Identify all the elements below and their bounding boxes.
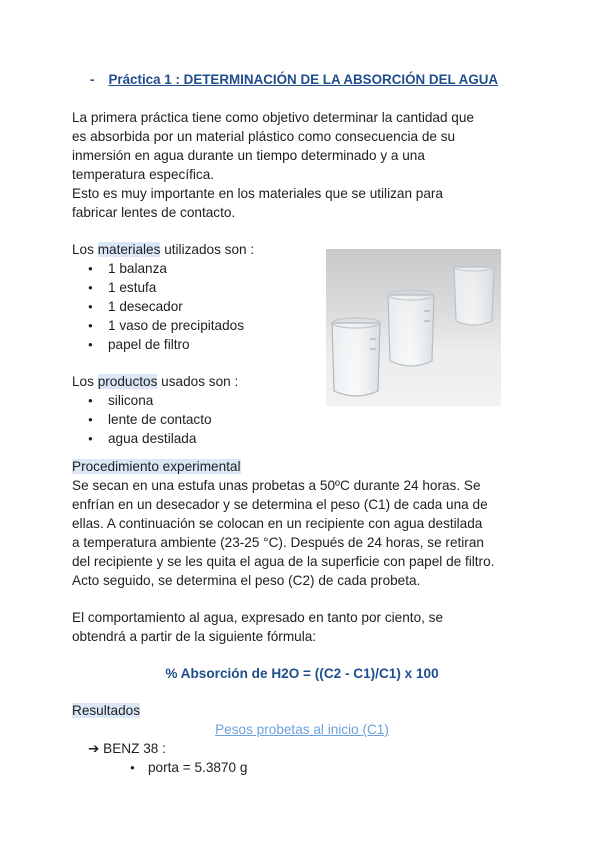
list-item: ● 1 vaso de precipitados — [72, 316, 532, 335]
materials-list — [72, 259, 532, 354]
procedure-line: Acto seguido, se determina el peso (C2) de cada probeta. — [72, 573, 421, 588]
title-text: Práctica 1 : DETERMINACIÓN DE LA ABSORCIÓN DEL AGUA — [108, 72, 499, 87]
intro-line: inmersión en agua durante un tiempo determinado y a una — [72, 148, 425, 163]
intro-line: es absorbida por un material plástico como consecuencia de su — [72, 129, 456, 144]
materials-post: utilizados son : — [160, 242, 255, 257]
products-list — [72, 391, 532, 448]
materials-word: materiales — [97, 242, 161, 257]
intro-line: temperatura específica. — [72, 167, 215, 182]
arrow-item: ➔ BENZ 38 : — [88, 741, 166, 756]
sub-bullet-text: porta = 5.3870 g — [148, 760, 248, 775]
list-item: ● 1 desecador — [72, 297, 532, 316]
list-item: ● silicona — [72, 391, 532, 410]
procedure-line: Se secan en una estufa unas probetas a 50ºC durante 24 horas. Se — [72, 478, 481, 493]
products-word: productos — [97, 374, 158, 389]
procedure-line: enfrían en un desecador y se determina el peso (C1) de cada una de — [72, 497, 488, 512]
formula: % Absorción de H2O = ((C2 - C1)/C1) x 100 — [165, 666, 439, 681]
results-title — [72, 701, 532, 720]
procedure-line: del recipiente y se les quita el agua de la superficie con papel de filtro. — [72, 554, 495, 569]
intro-line: Esto es muy importante en los materiales que se utilizan para — [72, 186, 443, 201]
materials-heading — [72, 240, 532, 259]
intro-line: fabricar lentes de contacto. — [72, 205, 236, 220]
procedure-title-text: Procedimiento experimental — [72, 459, 241, 474]
sub-bullet-item — [72, 758, 532, 777]
behaviour-line: obtendrá a partir de la siguiente fórmula: — [72, 629, 317, 644]
procedure-line: ellas. A continuación se colocan en un recipiente con agua destilada — [72, 516, 483, 531]
document-body — [72, 108, 532, 777]
procedure-line: a temperatura ambiente (23-25 °C). Después de 24 horas, se retiran — [72, 535, 484, 550]
materials-pre: Los — [72, 242, 98, 257]
behaviour-line: El comportamiento al agua, expresado en tanto por ciento, se — [72, 610, 444, 625]
list-item: ● 1 estufa — [72, 278, 532, 297]
title-dash: - — [90, 72, 95, 87]
list-item: ● lente de contacto — [72, 410, 532, 429]
products-heading — [72, 372, 532, 391]
products-pre: Los — [72, 374, 98, 389]
list-item: ● agua destilada — [72, 429, 532, 448]
results-subtitle[interactable]: Pesos probetas al inicio (C1) — [215, 722, 389, 737]
intro-line: La primera práctica tiene como objetivo determinar la cantidad que — [72, 110, 474, 125]
procedure-title — [72, 457, 532, 476]
results-title-text: Resultados — [72, 703, 141, 718]
products-post: usados son : — [157, 374, 239, 389]
page-title — [90, 72, 498, 87]
list-item: ● 1 balanza — [72, 259, 532, 278]
list-item: ● papel de filtro — [72, 335, 532, 354]
